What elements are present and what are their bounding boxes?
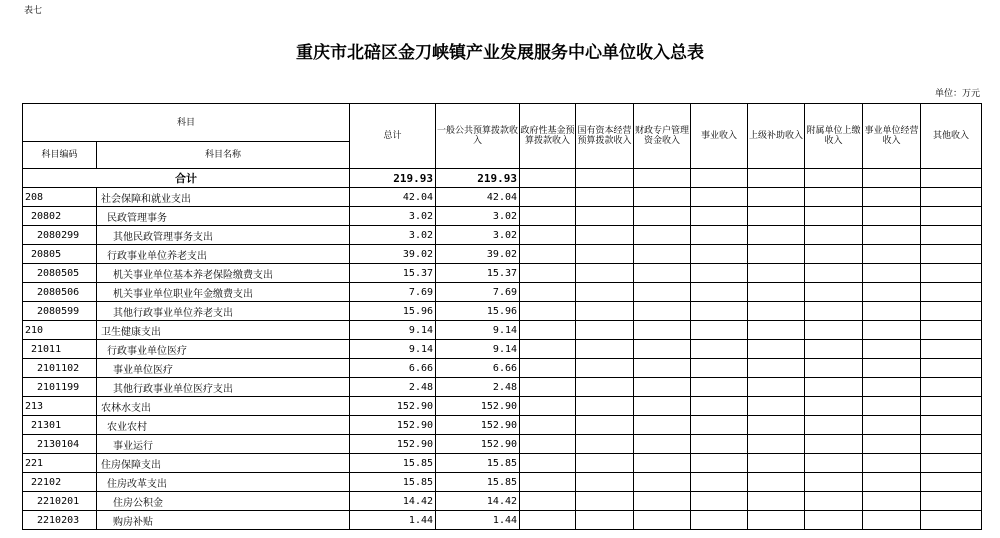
empty-cell xyxy=(748,245,805,264)
empty-cell xyxy=(748,264,805,283)
empty-cell xyxy=(520,378,576,397)
total-cell: 15.96 xyxy=(350,302,436,321)
empty-cell xyxy=(863,226,921,245)
empty-cell xyxy=(691,264,748,283)
subject-code-cell: 208 xyxy=(23,188,97,207)
empty-cell xyxy=(520,264,576,283)
empty-cell xyxy=(691,511,748,530)
empty-cell xyxy=(805,473,863,492)
subject-name-cell: 社会保障和就业支出 xyxy=(97,188,350,207)
general-budget-cell: 3.02 xyxy=(436,226,520,245)
empty-cell xyxy=(576,226,634,245)
empty-cell xyxy=(691,378,748,397)
table-row xyxy=(23,245,982,264)
empty-cell xyxy=(805,397,863,416)
empty-cell xyxy=(748,226,805,245)
empty-cell xyxy=(805,245,863,264)
total-cell: 152.90 xyxy=(350,397,436,416)
subject-code-cell: 22102 xyxy=(23,473,97,492)
empty-cell xyxy=(863,302,921,321)
subject-name-cell: 民政管理事务 xyxy=(97,207,350,226)
empty-cell xyxy=(576,416,634,435)
general-budget-cell: 1.44 xyxy=(436,511,520,530)
empty-cell xyxy=(691,226,748,245)
empty-cell xyxy=(634,511,691,530)
subject-name-cell: 机关事业单位基本养老保险缴费支出 xyxy=(97,264,350,283)
subject-name-cell: 事业运行 xyxy=(97,435,350,454)
subject-name-cell: 卫生健康支出 xyxy=(97,321,350,340)
empty-cell xyxy=(634,207,691,226)
empty-cell xyxy=(921,188,982,207)
empty-cell xyxy=(520,245,576,264)
empty-cell xyxy=(634,378,691,397)
empty-cell xyxy=(691,245,748,264)
empty-cell xyxy=(520,340,576,359)
empty-cell xyxy=(863,492,921,511)
total-cell: 2.48 xyxy=(350,378,436,397)
empty-cell xyxy=(863,378,921,397)
header-fiscal-special: 财政专户管理资金收入 xyxy=(634,104,691,169)
empty-cell xyxy=(634,226,691,245)
total-cell: 3.02 xyxy=(350,207,436,226)
empty-cell xyxy=(691,321,748,340)
empty-cell xyxy=(863,435,921,454)
empty-cell xyxy=(863,188,921,207)
empty-cell xyxy=(576,264,634,283)
empty-cell xyxy=(863,207,921,226)
header-general-budget: 一般公共预算拨款收入 xyxy=(436,104,520,169)
general-budget-cell: 9.14 xyxy=(436,321,520,340)
empty-cell xyxy=(691,359,748,378)
table-row xyxy=(23,473,982,492)
empty-cell xyxy=(863,454,921,473)
empty-cell xyxy=(805,169,863,188)
table-row xyxy=(23,188,982,207)
page-title: 重庆市北碚区金刀峡镇产业发展服务中心单位收入总表 xyxy=(296,43,704,63)
empty-cell xyxy=(748,378,805,397)
total-cell: 9.14 xyxy=(350,340,436,359)
table-row xyxy=(23,435,982,454)
total-cell: 3.02 xyxy=(350,226,436,245)
empty-cell xyxy=(520,169,576,188)
subject-code-cell: 2080505 xyxy=(23,264,97,283)
header-gov-fund: 政府性基金预算拨款收入 xyxy=(520,104,576,169)
general-budget-cell: 14.42 xyxy=(436,492,520,511)
empty-cell xyxy=(576,454,634,473)
empty-cell xyxy=(805,264,863,283)
empty-cell xyxy=(863,511,921,530)
empty-cell xyxy=(520,207,576,226)
empty-cell xyxy=(520,454,576,473)
empty-cell xyxy=(805,188,863,207)
empty-cell xyxy=(634,188,691,207)
empty-cell xyxy=(634,283,691,302)
empty-cell xyxy=(748,416,805,435)
table-row xyxy=(23,397,982,416)
subject-name-cell: 机关事业单位职业年金缴费支出 xyxy=(97,283,350,302)
subject-code-cell: 21011 xyxy=(23,340,97,359)
empty-cell xyxy=(634,397,691,416)
total-cell: 14.42 xyxy=(350,492,436,511)
subject-name-cell: 农业农村 xyxy=(97,416,350,435)
empty-cell xyxy=(520,473,576,492)
subject-name-cell: 行政事业单位医疗 xyxy=(97,340,350,359)
empty-cell xyxy=(863,473,921,492)
empty-cell xyxy=(921,492,982,511)
empty-cell xyxy=(921,435,982,454)
income-summary-table xyxy=(22,103,982,530)
total-value: 219.93 xyxy=(350,169,436,188)
empty-cell xyxy=(748,321,805,340)
empty-cell xyxy=(863,321,921,340)
empty-cell xyxy=(748,492,805,511)
empty-cell xyxy=(805,340,863,359)
total-cell: 6.66 xyxy=(350,359,436,378)
total-cell: 42.04 xyxy=(350,188,436,207)
empty-cell xyxy=(921,416,982,435)
empty-cell xyxy=(805,302,863,321)
empty-cell xyxy=(863,283,921,302)
subject-code-cell: 2130104 xyxy=(23,435,97,454)
empty-cell xyxy=(691,397,748,416)
header-other-income: 其他收入 xyxy=(921,104,982,169)
empty-cell xyxy=(805,359,863,378)
empty-cell xyxy=(921,359,982,378)
empty-cell xyxy=(863,245,921,264)
empty-cell xyxy=(520,188,576,207)
subject-code-cell: 2101199 xyxy=(23,378,97,397)
subject-name-cell: 行政事业单位养老支出 xyxy=(97,245,350,264)
empty-cell xyxy=(748,207,805,226)
empty-cell xyxy=(634,340,691,359)
empty-cell xyxy=(520,283,576,302)
table-row xyxy=(23,207,982,226)
empty-cell xyxy=(520,302,576,321)
subject-name-cell: 住房改革支出 xyxy=(97,473,350,492)
subject-code-cell: 21301 xyxy=(23,416,97,435)
empty-cell xyxy=(634,473,691,492)
table-number: 表七 xyxy=(24,6,43,16)
empty-cell xyxy=(748,359,805,378)
table-row xyxy=(23,340,982,359)
table-row xyxy=(23,511,982,530)
header-affiliated-turnover: 附属单位上缴收入 xyxy=(805,104,863,169)
general-budget-cell: 6.66 xyxy=(436,359,520,378)
table-row xyxy=(23,226,982,245)
general-budget-cell: 39.02 xyxy=(436,245,520,264)
total-row xyxy=(23,169,982,188)
subject-name-cell: 住房保障支出 xyxy=(97,454,350,473)
empty-cell xyxy=(634,435,691,454)
header-business-operation: 事业单位经营收入 xyxy=(863,104,921,169)
table-row xyxy=(23,283,982,302)
empty-cell xyxy=(520,511,576,530)
general-budget-cell: 7.69 xyxy=(436,283,520,302)
empty-cell xyxy=(576,283,634,302)
subject-code-cell: 221 xyxy=(23,454,97,473)
total-cell: 152.90 xyxy=(350,435,436,454)
subject-code-cell: 2080599 xyxy=(23,302,97,321)
empty-cell xyxy=(576,492,634,511)
empty-cell xyxy=(921,397,982,416)
empty-cell xyxy=(921,340,982,359)
empty-cell xyxy=(805,378,863,397)
total-label: 合计 xyxy=(23,169,350,188)
empty-cell xyxy=(921,321,982,340)
empty-cell xyxy=(634,264,691,283)
subject-name-cell: 事业单位医疗 xyxy=(97,359,350,378)
empty-cell xyxy=(805,283,863,302)
empty-cell xyxy=(748,435,805,454)
general-budget-cell: 3.02 xyxy=(436,207,520,226)
subject-name-cell: 其他民政管理事务支出 xyxy=(97,226,350,245)
total-cell: 15.85 xyxy=(350,454,436,473)
empty-cell xyxy=(691,207,748,226)
empty-cell xyxy=(921,454,982,473)
general-budget-cell: 2.48 xyxy=(436,378,520,397)
empty-cell xyxy=(748,302,805,321)
empty-cell xyxy=(691,416,748,435)
empty-cell xyxy=(805,416,863,435)
empty-cell xyxy=(921,473,982,492)
empty-cell xyxy=(691,454,748,473)
empty-cell xyxy=(576,397,634,416)
empty-cell xyxy=(576,359,634,378)
empty-cell xyxy=(634,169,691,188)
empty-cell xyxy=(921,245,982,264)
header-subject-name: 科目名称 xyxy=(97,142,350,169)
empty-cell xyxy=(634,302,691,321)
empty-cell xyxy=(634,321,691,340)
subject-code-cell: 210 xyxy=(23,321,97,340)
subject-code-cell: 20805 xyxy=(23,245,97,264)
empty-cell xyxy=(863,264,921,283)
header-subject-code: 科目编码 xyxy=(23,142,97,169)
empty-cell xyxy=(634,359,691,378)
total-cell: 9.14 xyxy=(350,321,436,340)
empty-cell xyxy=(748,283,805,302)
header-subject: 科目 xyxy=(23,104,350,142)
empty-cell xyxy=(576,378,634,397)
empty-cell xyxy=(576,435,634,454)
empty-cell xyxy=(576,511,634,530)
general-budget-cell: 152.90 xyxy=(436,435,520,454)
total-cell: 15.85 xyxy=(350,473,436,492)
subject-code-cell: 2210203 xyxy=(23,511,97,530)
empty-cell xyxy=(748,473,805,492)
subject-name-cell: 购房补贴 xyxy=(97,511,350,530)
empty-cell xyxy=(520,492,576,511)
empty-cell xyxy=(520,416,576,435)
total-general-budget: 219.93 xyxy=(436,169,520,188)
empty-cell xyxy=(634,492,691,511)
empty-cell xyxy=(921,169,982,188)
empty-cell xyxy=(634,454,691,473)
empty-cell xyxy=(863,340,921,359)
subject-code-cell: 2101102 xyxy=(23,359,97,378)
subject-code-cell: 2080506 xyxy=(23,283,97,302)
subject-name-cell: 其他行政事业单位养老支出 xyxy=(97,302,350,321)
table-row xyxy=(23,302,982,321)
empty-cell xyxy=(691,188,748,207)
empty-cell xyxy=(576,302,634,321)
empty-cell xyxy=(805,207,863,226)
empty-cell xyxy=(805,511,863,530)
empty-cell xyxy=(634,245,691,264)
empty-cell xyxy=(805,321,863,340)
general-budget-cell: 152.90 xyxy=(436,397,520,416)
empty-cell xyxy=(748,511,805,530)
table-row xyxy=(23,378,982,397)
empty-cell xyxy=(691,169,748,188)
empty-cell xyxy=(691,302,748,321)
general-budget-cell: 9.14 xyxy=(436,340,520,359)
empty-cell xyxy=(921,378,982,397)
total-cell: 15.37 xyxy=(350,264,436,283)
table-row xyxy=(23,359,982,378)
subject-name-cell: 其他行政事业单位医疗支出 xyxy=(97,378,350,397)
table-row xyxy=(23,264,982,283)
subject-code-cell: 2080299 xyxy=(23,226,97,245)
empty-cell xyxy=(863,359,921,378)
empty-cell xyxy=(921,226,982,245)
table-row xyxy=(23,416,982,435)
general-budget-cell: 15.96 xyxy=(436,302,520,321)
empty-cell xyxy=(576,188,634,207)
empty-cell xyxy=(805,435,863,454)
empty-cell xyxy=(921,511,982,530)
empty-cell xyxy=(748,454,805,473)
table-row xyxy=(23,492,982,511)
header-superior-subsidy: 上级补助收入 xyxy=(748,104,805,169)
empty-cell xyxy=(520,226,576,245)
general-budget-cell: 15.37 xyxy=(436,264,520,283)
total-cell: 152.90 xyxy=(350,416,436,435)
empty-cell xyxy=(748,188,805,207)
empty-cell xyxy=(576,245,634,264)
empty-cell xyxy=(748,397,805,416)
empty-cell xyxy=(921,207,982,226)
empty-cell xyxy=(748,169,805,188)
empty-cell xyxy=(691,492,748,511)
header-state-capital: 国有资本经营预算拨款收入 xyxy=(576,104,634,169)
empty-cell xyxy=(520,397,576,416)
empty-cell xyxy=(520,435,576,454)
empty-cell xyxy=(691,283,748,302)
empty-cell xyxy=(576,321,634,340)
empty-cell xyxy=(691,340,748,359)
unit-label: 单位：万元 xyxy=(934,89,980,99)
empty-cell xyxy=(921,283,982,302)
empty-cell xyxy=(576,207,634,226)
empty-cell xyxy=(576,169,634,188)
empty-cell xyxy=(691,435,748,454)
empty-cell xyxy=(805,454,863,473)
header-business-income: 事业收入 xyxy=(691,104,748,169)
empty-cell xyxy=(634,416,691,435)
general-budget-cell: 152.90 xyxy=(436,416,520,435)
empty-cell xyxy=(576,340,634,359)
general-budget-cell: 15.85 xyxy=(436,454,520,473)
total-cell: 7.69 xyxy=(350,283,436,302)
total-cell: 1.44 xyxy=(350,511,436,530)
general-budget-cell: 42.04 xyxy=(436,188,520,207)
empty-cell xyxy=(863,416,921,435)
table-row xyxy=(23,321,982,340)
empty-cell xyxy=(520,359,576,378)
header-total: 总计 xyxy=(350,104,436,169)
subject-code-cell: 2210201 xyxy=(23,492,97,511)
subject-code-cell: 213 xyxy=(23,397,97,416)
empty-cell xyxy=(805,226,863,245)
empty-cell xyxy=(520,321,576,340)
empty-cell xyxy=(921,302,982,321)
empty-cell xyxy=(748,340,805,359)
subject-code-cell: 20802 xyxy=(23,207,97,226)
empty-cell xyxy=(576,473,634,492)
empty-cell xyxy=(863,169,921,188)
table-row xyxy=(23,454,982,473)
general-budget-cell: 15.85 xyxy=(436,473,520,492)
subject-name-cell: 农林水支出 xyxy=(97,397,350,416)
empty-cell xyxy=(691,473,748,492)
empty-cell xyxy=(921,264,982,283)
subject-name-cell: 住房公积金 xyxy=(97,492,350,511)
total-cell: 39.02 xyxy=(350,245,436,264)
empty-cell xyxy=(863,397,921,416)
empty-cell xyxy=(805,492,863,511)
